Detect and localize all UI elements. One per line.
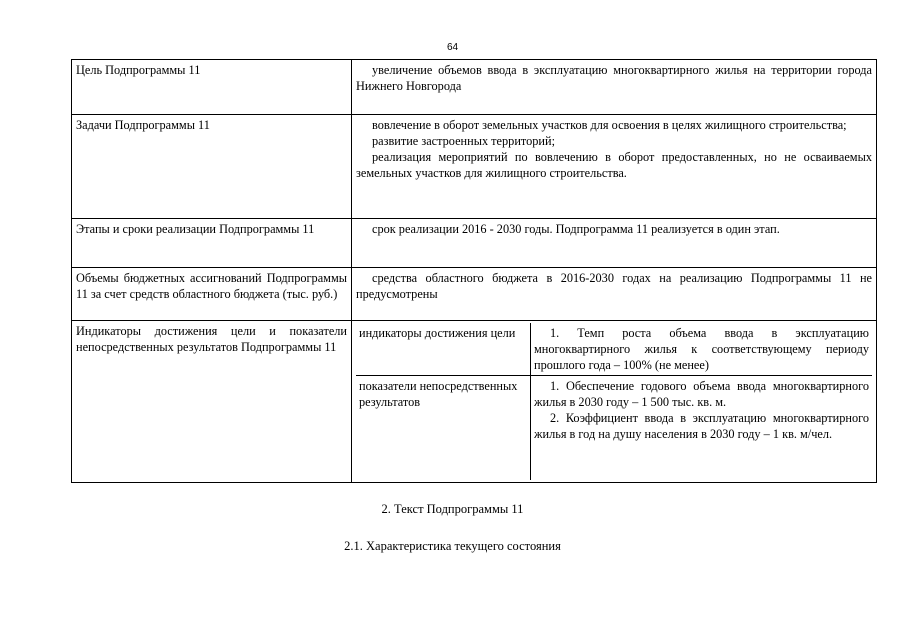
goal-text: увеличение объемов ввода в эксплуатацию многоквартирного жилья на территории города Нижнего Новгорода — [356, 63, 872, 93]
subtable-row-goal-indicators — [356, 323, 872, 376]
table-row-stages — [72, 219, 877, 268]
subtable-row-results — [356, 376, 872, 481]
subsection-title: 2.1. Характеристика текущего состояния — [344, 539, 561, 553]
indicators-label: Индикаторы достижения цели и показатели непосредственных результатов Подпрограммы 11 — [76, 324, 347, 354]
budget-text: средства областного бюджета в 2016-2030 годах на реализацию Подпрограммы 11 не предусмотрены — [356, 271, 872, 301]
indicators-label-cell — [72, 321, 352, 483]
tasks-text-cell — [352, 115, 877, 219]
page-number: 64 — [446, 42, 459, 53]
result-item: 2. Коэффициент ввода в эксплуатацию многоквартирного жилья в год на душу населения в 2030 году – 1 кв. м/чел. — [534, 411, 869, 441]
indicators-subtable — [356, 323, 872, 480]
table-row-tasks — [72, 115, 877, 219]
result-item: 1. Обеспечение годового объема ввода многоквартирного жилья в 2030 году – 1 500 тыс. кв. м. — [534, 379, 869, 409]
subprogram-passport-table — [71, 59, 877, 483]
results-label: показатели непосредственных результатов — [356, 376, 531, 481]
section-title: 2. Текст Подпрограммы 11 — [381, 502, 524, 516]
goal-text-cell — [352, 60, 877, 115]
stages-text-cell — [352, 219, 877, 268]
stages-text: срок реализации 2016 - 2030 годы. Подпрограмма 11 реализуется в один этап. — [372, 222, 780, 236]
stages-label-cell — [72, 219, 352, 268]
stages-label: Этапы и сроки реализации Подпрограммы 11 — [76, 222, 315, 236]
task-item: вовлечение в оборот земельных участков для освоения в целях жилищного строительства; — [372, 118, 847, 132]
table-row-budget — [72, 268, 877, 321]
goal-label: Цель Подпрограммы 11 — [72, 60, 352, 115]
task-item: развитие застроенных территорий; — [372, 134, 555, 148]
table-row-goal — [72, 60, 877, 115]
tasks-label: Задачи Подпрограммы 11 — [72, 115, 352, 219]
goal-indicators-cell — [531, 323, 873, 376]
table-row-indicators — [72, 321, 877, 483]
budget-label: Объемы бюджетных ассигнований Подпрограммы 11 за счет средств областного бюджета (тыс. руб.) — [76, 271, 347, 301]
goal-indicator-item: 1. Темп роста объема ввода в эксплуатацию многоквартирного жилья к соответствующему периоду прошлого года – 100% (не менее) — [534, 326, 869, 372]
goal-indicators-label: индикаторы достижения цели — [356, 323, 531, 376]
task-item: реализация мероприятий по вовлечению в оборот предоставленных, но не осваиваемых земельных участков для жилищного строительства. — [356, 150, 872, 180]
budget-label-cell — [72, 268, 352, 321]
indicators-subtable-cell — [352, 321, 877, 483]
results-cell — [531, 376, 873, 481]
budget-text-cell — [352, 268, 877, 321]
